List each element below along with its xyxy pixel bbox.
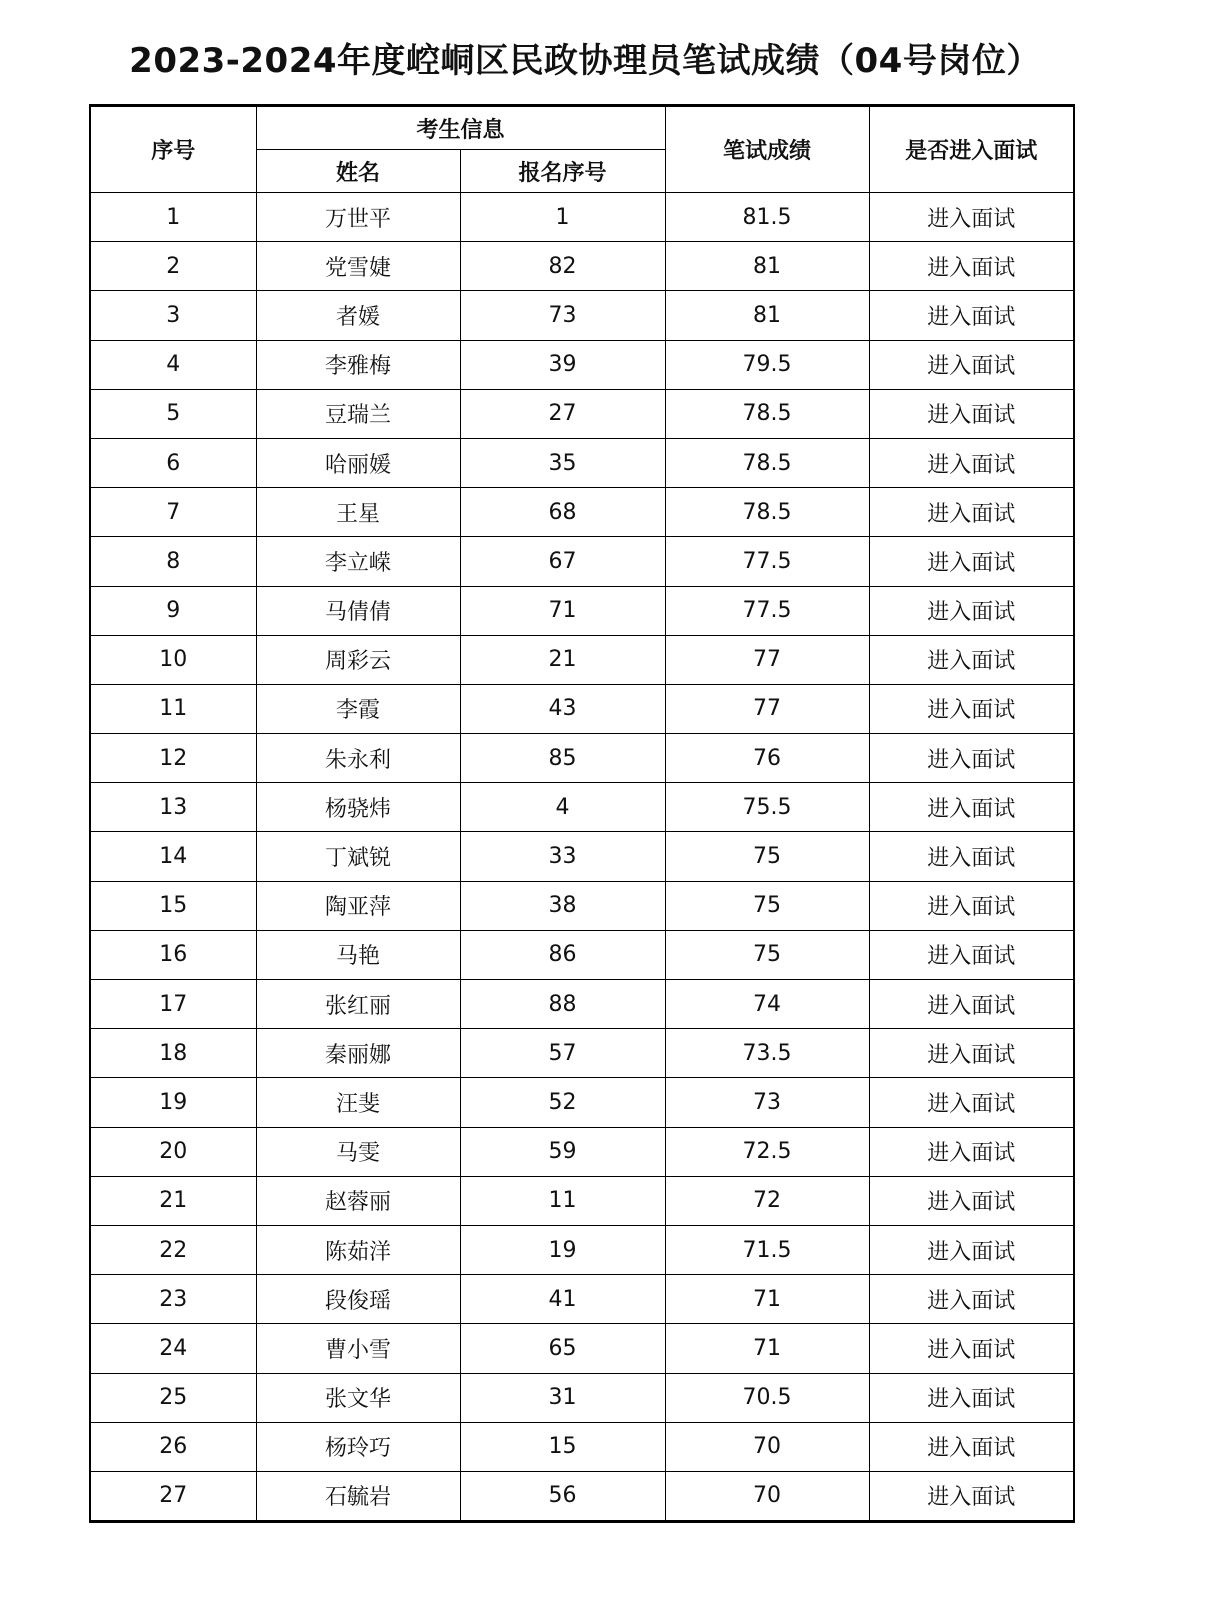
cell-reg-no: 11 (460, 1176, 665, 1225)
cell-seq: 20 (90, 1127, 256, 1176)
cell-reg-no: 57 (460, 1029, 665, 1078)
cell-interview: 进入面试 (869, 881, 1074, 930)
cell-score: 70 (665, 1422, 869, 1471)
cell-reg-no: 19 (460, 1225, 665, 1274)
cell-reg-no: 33 (460, 832, 665, 881)
table-row (90, 783, 1074, 832)
cell-reg-no: 39 (460, 340, 665, 389)
cell-seq: 7 (90, 488, 256, 537)
cell-reg-no: 43 (460, 684, 665, 733)
cell-reg-no: 67 (460, 537, 665, 586)
cell-reg-no: 82 (460, 242, 665, 291)
table-row (90, 389, 1074, 438)
cell-score: 81 (665, 242, 869, 291)
cell-interview: 进入面试 (869, 1275, 1074, 1324)
cell-interview: 进入面试 (869, 438, 1074, 487)
cell-score: 73 (665, 1078, 869, 1127)
cell-seq: 11 (90, 684, 256, 733)
cell-score: 78.5 (665, 488, 869, 537)
cell-reg-no: 1 (460, 193, 665, 242)
cell-name: 段俊瑶 (256, 1275, 460, 1324)
cell-score: 72.5 (665, 1127, 869, 1176)
cell-seq: 27 (90, 1471, 256, 1521)
cell-score: 70.5 (665, 1373, 869, 1422)
cell-interview: 进入面试 (869, 783, 1074, 832)
cell-seq: 5 (90, 389, 256, 438)
cell-score: 74 (665, 980, 869, 1029)
cell-seq: 15 (90, 881, 256, 930)
cell-name: 杨骁炜 (256, 783, 460, 832)
cell-reg-no: 31 (460, 1373, 665, 1422)
table-row (90, 734, 1074, 783)
cell-name: 赵蓉丽 (256, 1176, 460, 1225)
table-row (90, 1324, 1074, 1373)
cell-interview: 进入面试 (869, 340, 1074, 389)
cell-score: 77 (665, 635, 869, 684)
cell-name: 张文华 (256, 1373, 460, 1422)
cell-interview: 进入面试 (869, 684, 1074, 733)
header-candidate-info: 考生信息 (256, 106, 665, 150)
cell-name: 马艳 (256, 930, 460, 979)
cell-seq: 12 (90, 734, 256, 783)
table-row (90, 193, 1074, 242)
cell-name: 杨玲巧 (256, 1422, 460, 1471)
table-row (90, 1078, 1074, 1127)
cell-name: 丁斌锐 (256, 832, 460, 881)
cell-reg-no: 27 (460, 389, 665, 438)
cell-seq: 2 (90, 242, 256, 291)
cell-interview: 进入面试 (869, 635, 1074, 684)
cell-seq: 16 (90, 930, 256, 979)
cell-seq: 14 (90, 832, 256, 881)
cell-score: 75 (665, 881, 869, 930)
cell-interview: 进入面试 (869, 537, 1074, 586)
cell-name: 李立嵘 (256, 537, 460, 586)
cell-interview: 进入面试 (869, 1373, 1074, 1422)
cell-score: 71 (665, 1324, 869, 1373)
cell-score: 71.5 (665, 1225, 869, 1274)
cell-name: 秦丽娜 (256, 1029, 460, 1078)
cell-interview: 进入面试 (869, 980, 1074, 1029)
cell-interview: 进入面试 (869, 193, 1074, 242)
cell-reg-no: 73 (460, 291, 665, 340)
cell-reg-no: 86 (460, 930, 665, 979)
page-title: 2023-2024年度崆峒区民政协理员笔试成绩（04号岗位） (129, 41, 1041, 81)
table-row (90, 586, 1074, 635)
cell-interview: 进入面试 (869, 488, 1074, 537)
table-row (90, 635, 1074, 684)
cell-name: 李霞 (256, 684, 460, 733)
cell-score: 73.5 (665, 1029, 869, 1078)
header-row-top (90, 106, 1074, 150)
header-name: 姓名 (256, 150, 460, 193)
cell-seq: 3 (90, 291, 256, 340)
cell-reg-no: 59 (460, 1127, 665, 1176)
cell-reg-no: 35 (460, 438, 665, 487)
cell-score: 81 (665, 291, 869, 340)
cell-reg-no: 41 (460, 1275, 665, 1324)
table-row (90, 930, 1074, 979)
cell-seq: 13 (90, 783, 256, 832)
table-row (90, 881, 1074, 930)
table-body (90, 193, 1074, 1522)
cell-score: 75 (665, 930, 869, 979)
table-row (90, 684, 1074, 733)
cell-seq: 26 (90, 1422, 256, 1471)
cell-reg-no: 4 (460, 783, 665, 832)
cell-score: 81.5 (665, 193, 869, 242)
cell-seq: 9 (90, 586, 256, 635)
cell-interview: 进入面试 (869, 1225, 1074, 1274)
cell-score: 75 (665, 832, 869, 881)
cell-seq: 4 (90, 340, 256, 389)
cell-name: 马倩倩 (256, 586, 460, 635)
cell-reg-no: 68 (460, 488, 665, 537)
table-row (90, 1275, 1074, 1324)
cell-score: 71 (665, 1275, 869, 1324)
cell-interview: 进入面试 (869, 930, 1074, 979)
table-row (90, 1225, 1074, 1274)
table-row (90, 438, 1074, 487)
table-row (90, 1176, 1074, 1225)
cell-score: 77 (665, 684, 869, 733)
cell-score: 72 (665, 1176, 869, 1225)
score-table (89, 104, 1075, 1523)
cell-seq: 19 (90, 1078, 256, 1127)
header-seq: 序号 (90, 106, 256, 193)
cell-reg-no: 56 (460, 1471, 665, 1521)
cell-name: 张红丽 (256, 980, 460, 1029)
cell-score: 76 (665, 734, 869, 783)
cell-interview: 进入面试 (869, 832, 1074, 881)
cell-score: 77.5 (665, 586, 869, 635)
cell-reg-no: 15 (460, 1422, 665, 1471)
table-row (90, 1471, 1074, 1521)
cell-interview: 进入面试 (869, 1324, 1074, 1373)
cell-seq: 10 (90, 635, 256, 684)
cell-name: 李雅梅 (256, 340, 460, 389)
cell-name: 豆瑞兰 (256, 389, 460, 438)
cell-seq: 1 (90, 193, 256, 242)
cell-seq: 25 (90, 1373, 256, 1422)
cell-score: 70 (665, 1471, 869, 1521)
cell-score: 79.5 (665, 340, 869, 389)
cell-name: 陈茹洋 (256, 1225, 460, 1274)
cell-interview: 进入面试 (869, 1422, 1074, 1471)
cell-name: 曹小雪 (256, 1324, 460, 1373)
table-row (90, 242, 1074, 291)
cell-seq: 22 (90, 1225, 256, 1274)
header-score: 笔试成绩 (665, 106, 869, 193)
cell-reg-no: 52 (460, 1078, 665, 1127)
cell-seq: 8 (90, 537, 256, 586)
cell-name: 者媛 (256, 291, 460, 340)
table-row (90, 980, 1074, 1029)
table-row (90, 488, 1074, 537)
cell-reg-no: 65 (460, 1324, 665, 1373)
cell-interview: 进入面试 (869, 1471, 1074, 1521)
cell-interview: 进入面试 (869, 1176, 1074, 1225)
table-row (90, 340, 1074, 389)
cell-reg-no: 71 (460, 586, 665, 635)
cell-interview: 进入面试 (869, 242, 1074, 291)
cell-name: 马雯 (256, 1127, 460, 1176)
cell-interview: 进入面试 (869, 734, 1074, 783)
table-row (90, 537, 1074, 586)
cell-score: 77.5 (665, 537, 869, 586)
cell-interview: 进入面试 (869, 1029, 1074, 1078)
table-header (90, 106, 1074, 193)
table-row (90, 1373, 1074, 1422)
cell-name: 党雪婕 (256, 242, 460, 291)
cell-name: 哈丽媛 (256, 438, 460, 487)
header-interview: 是否进入面试 (869, 106, 1074, 193)
cell-interview: 进入面试 (869, 291, 1074, 340)
cell-name: 朱永利 (256, 734, 460, 783)
table-row (90, 1029, 1074, 1078)
cell-seq: 6 (90, 438, 256, 487)
cell-interview: 进入面试 (869, 1127, 1074, 1176)
cell-seq: 18 (90, 1029, 256, 1078)
table-row (90, 291, 1074, 340)
cell-interview: 进入面试 (869, 1078, 1074, 1127)
cell-reg-no: 38 (460, 881, 665, 930)
cell-interview: 进入面试 (869, 389, 1074, 438)
cell-score: 75.5 (665, 783, 869, 832)
cell-name: 汪斐 (256, 1078, 460, 1127)
table-row (90, 1127, 1074, 1176)
cell-seq: 17 (90, 980, 256, 1029)
cell-seq: 24 (90, 1324, 256, 1373)
cell-interview: 进入面试 (869, 586, 1074, 635)
cell-name: 周彩云 (256, 635, 460, 684)
cell-name: 王星 (256, 488, 460, 537)
cell-score: 78.5 (665, 438, 869, 487)
cell-name: 陶亚萍 (256, 881, 460, 930)
cell-score: 78.5 (665, 389, 869, 438)
table-row (90, 1422, 1074, 1471)
cell-name: 万世平 (256, 193, 460, 242)
table-row (90, 832, 1074, 881)
header-reg-no: 报名序号 (460, 150, 665, 193)
cell-seq: 23 (90, 1275, 256, 1324)
cell-reg-no: 21 (460, 635, 665, 684)
cell-seq: 21 (90, 1176, 256, 1225)
cell-name: 石毓岩 (256, 1471, 460, 1521)
cell-reg-no: 88 (460, 980, 665, 1029)
cell-reg-no: 85 (460, 734, 665, 783)
